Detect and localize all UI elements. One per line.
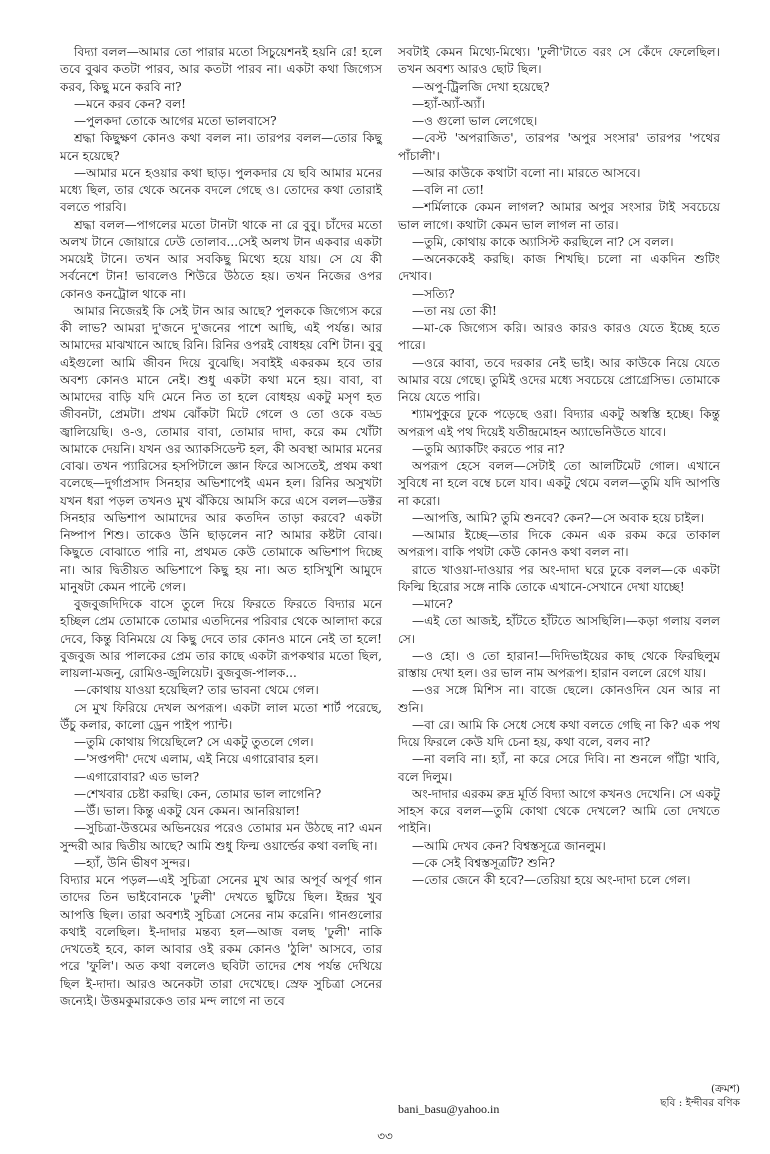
text-column-right <box>398 44 720 889</box>
paragraph: —মা-কে জিগ্যেস করি। আরও কারও কারও যেতে ইচ্ছে হতে পারে। <box>398 321 720 353</box>
paragraph: —ওরে ব্বাবা, তবে দরকার নেই ভাই। আর কাউকে নিয়ে যেতে আমার বয়ে গেছে। তুমিই ওদের মধ্যে সবচেয়ে প্রোগ্রেসিভ। তোমাকে নিয়ে যেতে পারি। <box>398 355 720 404</box>
paragraph: রাতে খাওয়া-দাওয়ার পর অং-দাদা ঘরে ঢুকে বলল—কে একটা ফিল্মি হিরোর সঙ্গে নাকি তোকে এখানে-সেখানে দেখা যাচ্ছে! <box>398 562 720 594</box>
paragraph: —সুচিত্রা-উত্তমের অভিনয়ের পরেও তোমার মন উঠছে না? এমন সুন্দরী আর দ্বিতীয় আছে? আমি শুধু ফিল্ম ওয়ার্ল্ডের কথা বলছি না। <box>60 821 382 853</box>
paragraph: —কে সেই বিশ্বস্তসূত্রটি? শুনি? <box>412 855 555 870</box>
paragraph: —হ্যাঁ-অ্যাঁ-অ্যাঁ। <box>412 96 485 111</box>
paragraph: —সত্যি? <box>412 286 455 301</box>
paragraph: —তুমি অ্যাকটিং করতে পার না? <box>412 441 565 456</box>
paragraph: —আর কাউকে কথাটা বলো না। মারতে আসবে। <box>412 165 641 180</box>
paragraph: —আপত্তি, আমি? তুমি শুনবে? কেন?—সে অবাক হয়ে চাইল। <box>412 510 705 525</box>
paragraph: সবটাই কেমন মিথ্যে-মিথ্যে। 'ঢুলী'টাতে বরং সে কেঁদে ফেলেছিল। তখন অবশ্য আরও ছোট ছিল। <box>398 45 720 77</box>
paragraph: —শেখবার চেষ্টা করছি। কেন, তোমার ভাল লাগেনি? <box>74 786 322 801</box>
text-column-left <box>60 44 382 1010</box>
paragraph: —হ্যাঁ, উনি ভীষণ সুন্দর। <box>74 855 191 870</box>
paragraph: —মনে করব কেন? বল! <box>74 96 186 111</box>
paragraph: শ্রদ্ধা বলল—পাগলের মতো টানটা থাকে না রে বুবু। চাঁদের মতো অলখ টানে জোয়ারে ঢেউ তোলাব...সেই অলখ টান একবার একটা সময়েই টানে। তখন আর সবকিছু মিথ্যে হয়ে যায়। সে যে কী সর্বনেশে টান! ভাবলেও শিউরে উঠতে হয়। তখন নিজের ওপর কোনও কনট্রোল থাকে না। <box>60 217 382 301</box>
paragraph: —তা নয় তো কী! <box>412 303 497 318</box>
paragraph: —এগারোবার? এত ভাল? <box>74 769 200 784</box>
paragraph: —আমি দেখব কেন? বিশ্বস্তসূত্রে জানলুম। <box>412 838 606 853</box>
page-number: ৩৩ <box>377 1129 393 1143</box>
paragraph: —না বলবি না। হ্যাঁ, না করে সেরে দিবি। না শুনলে গাঁট্টা খাবি, বলে দিলুম। <box>398 752 720 784</box>
paragraph: —কোথায় যাওয়া হয়েছিল? তার ভাবনা থেমে গেল। <box>74 683 319 698</box>
paragraph: —বলি না তো! <box>412 183 485 197</box>
author-email: bani_basu@yahoo.in <box>398 1102 500 1116</box>
paragraph: অপরূপ হেসে বলল—সেটাই তো আলটিমেট গোল। এখানে সুবিধে না হলে বম্বে চলে যাব। একটু থেমে বলল—তুমি যদি আপত্তি না করো। <box>398 459 720 508</box>
paragraph: —তুমি কোথায় গিয়েছিলে? সে একটু তুতলে গেল। <box>74 735 314 749</box>
paragraph: —বেস্ট 'অপরাজিত', তারপর 'অপুর সংসার' তারপর 'পথের পাঁচালী'। <box>398 131 720 163</box>
paragraph: —তোর জেনে কী হবে?—তেরিয়া হয়ে অং-দাদা চলে গেল। <box>412 873 691 887</box>
paragraph: —আমার মনে হওয়ার কথা ছাড়। পুলকদার যে ছবি আমার মনের মধ্যে ছিল, তার থেকে অনেক বদলে গেছে ও। তোদের কথা তোরাই বলতে পারবি। <box>60 165 382 215</box>
paragraph: বুজবুজদিদিকে বাসে তুলে দিয়ে ফিরতে ফিরতে বিদ্যার মনে হচ্ছিল প্রেম তোমাকে তোমার এতদিনের পরিবার থেকে আলাদা করে দেবে, কিন্তু বিনিময়ে যে কিছু দেবে তার কোনও মানে নেই তা হলে! বুজবুজ আর পালকের প্রেম তার কাছে একটা রূপকথার মতো ছিল, লায়লা-মজনু, রোমিও-জুলিয়েট। বুজবুজ-পালক... <box>60 597 382 680</box>
paragraph: শ্রদ্ধা কিছুক্ষণ কোনও কথা বলল না। তারপর বলল—তোর কিছু মনে হয়েছে? <box>60 131 382 163</box>
paragraph: —'সপ্তপদী' দেখে এলাম, এই নিয়ে এগারোবার হল। <box>74 752 319 767</box>
paragraph: —আমার ইচ্ছে—তার দিকে কেমন এক রকম করে তাকাল অপরূপ। বাকি পথটা কেউ কোনও কথা বলল না। <box>398 528 720 560</box>
paragraph: —এই তো আজই, হাঁটতে হাঁটতে আসছিলি।—কড়া গলায় বলল সে। <box>398 614 720 646</box>
illustration-credit: ছবি : ইন্দীবর বণিক <box>660 1097 740 1109</box>
paragraph: —বা রে। আমি কি সেধে সেধে কথা বলতে গেছি না কি? এক পথ দিয়ে ফিরলে কেউ যদি চেনা হয়, কথা বলে, বলব না? <box>398 717 720 749</box>
paragraph: —তুমি, কোথায় কাকে অ্যাসিস্ট করছিলে না? সে বলল। <box>412 234 674 249</box>
paragraph: —অপু-ট্রিলজি দেখা হয়েছে? <box>412 79 550 94</box>
paragraph: —মানে? <box>412 597 453 611</box>
paragraph: —ওর সঙ্গে মিশিস না। বাজে ছেলে। কোনওদিন যেন আর না শুনি। <box>398 683 720 715</box>
paragraph: —ও গুলো ভাল লেগেছে। <box>412 114 538 128</box>
footer-credit <box>540 1082 740 1110</box>
paragraph: অং-দাদার এরকম রুদ্র মূর্তি বিদ্যা আগে কখনও দেখেনি। সে একটু সাহস করে বলল—তুমি কোথা থেকে দেখলে? আমি তো দেখতে পাইনি। <box>398 786 720 836</box>
paragraph: —পুলকদা তোকে আগের মতো ভালবাসে? <box>74 114 277 128</box>
paragraph: —শর্মিলাকে কেমন লাগল? আমার অপুর সংসার টাই সবচেয়ে ভাল লাগে। কথাটা কেমন ভাল লাগল না তার। <box>398 200 720 232</box>
paragraph: —ও হো। ও তো হারান!—দিদিভাইয়ের কাছ থেকে ফিরছিলুম রাস্তায় দেখা হল। ওর ভাল নাম অপরূপ। হারান বললে রেগে যায়। <box>398 648 720 680</box>
paragraph: শ্যামপুকুরে ঢুকে পড়েছে ওরা। বিদ্যার একটু অস্বস্তি হচ্ছে। কিন্তু অপরূপ এই পথ দিয়েই যতীন্দ্রমোহন অ্যাভেনিউতে যাবে। <box>398 407 720 439</box>
paragraph: আমার নিজেরই কি সেই টান আর আছে? পুলককে জিগ্যেস করে কী লাভ? আমরা দু'জনে দু'জনের পাশে আছি, এই পর্যন্ত। আর আমাদের মাঝখানে আছে রিনি। রিনির ওপরই বোধহয় বেশি টান। বুবু এইগুলো আমি জীবন দিয়ে বুঝেছি। সবাইই একরকম হবে তার অবশ্য কোনও মানে নেই। শুধু একটা কথা মনে হয়। বাবা, বা আমাদের বাড়ি যদি মেনে নিত তা হলে বোধহয় একটু মসৃণ হত জীবনটা, প্রেমটা। প্রথম ঝোঁকটা মিটে গেলে ও তো ওকে বড্ড জ্বালিয়েছি। ও-ও, তোমার বাবা, তোমার দাদা, করে কম খোঁটা আমাকে দেয়নি। যখন ওর অ্যাকসিডেন্ট হল, কী অবস্থা আমার মনের বোঝ। তখন প্যারিসের হসপিটালে জ্ঞান ফিরে আসতেই, প্রথম কথা বলেছে—দুর্গাপ্রসাদ সিনহার অভিশাপেই এমন হল। রিনির অসুখটা যখন ধরা পড়ল তখনও মুখ ঝঁকিয়ে আমসি করে এসে বলল—ডক্টর সিনহার অভিশাপ আমাদের আর কতদিন তাড়া করবে? একটা নিষ্পাপ শিশু। তাকেও উনি ছাড়লেন না? আমার কষ্টটা বোঝ। কিছুতে বোঝাতে পারি না, প্রথমত কেউ তোমাকে অভিশাপ দিচ্ছে না। আর দ্বিতীয়ত অভিশাপে কিছু হয় না। অত হাসিখুশি আমুদে মানুষটা কেমন পাল্টে গেল। <box>60 303 382 594</box>
paragraph: সে মুখ ফিরিয়ে দেখল অপরূপ। একটা লাল মতো শার্ট পরেছে, উঁচু কলার, কালো ড্রেন পাইপ প্যান্ট। <box>60 700 382 732</box>
paragraph: —অনেককেই করছি। কাজ শিখছি। চলো না একদিন শুটিং দেখাব। <box>398 252 720 284</box>
continued-label: (ক্রমশ) <box>710 1083 740 1095</box>
paragraph: বিদ্যার মনে পড়ল—এই সুচিত্রা সেনের মুখ আর অপূর্ব অপূর্ব গান তাদের তিন ভাইবোনকে 'ঢুলী' দেখতে ছুটিয়ে ছিল। ইন্দ্রর খুব আপত্তি ছিল। তারা অবশ্যই সুচিত্রা সেনের নাম করেনি। গানগুলোর কথাই বলেছিল। ই-দাদার মন্তব্য হল—আজ বলছ 'ঢুলী' নাকি দেখতেই হবে, কাল আবার ওই রকম কোনও 'ঠুলি' আসবে, তার পরে 'ফুলি'। অত কথা বললেও ছবিটা তাদের শেষ পর্যন্ত দেখিয়ে ছিল ই-দাদা। আরও অনেকটা তারা দেখেছে। স্রেফ সুচিত্রা সেনের জন্যেই। উত্তমকুমারকেও তার মন্দ লাগে না তবে <box>60 873 382 1008</box>
paragraph: —উঁ। ভাল। কিন্তু একটু যেন কেমন। আনরিয়াল! <box>74 804 300 818</box>
paragraph: বিদ্যা বলল—আমার তো পারার মতো সিচুয়েশনই হয়নি রে! হলে তবে বুঝব কতটা পারব, আর কতটা পারব না। একটা কথা জিগ্যেস করব, কিছু মনে করবি না? <box>60 45 382 94</box>
